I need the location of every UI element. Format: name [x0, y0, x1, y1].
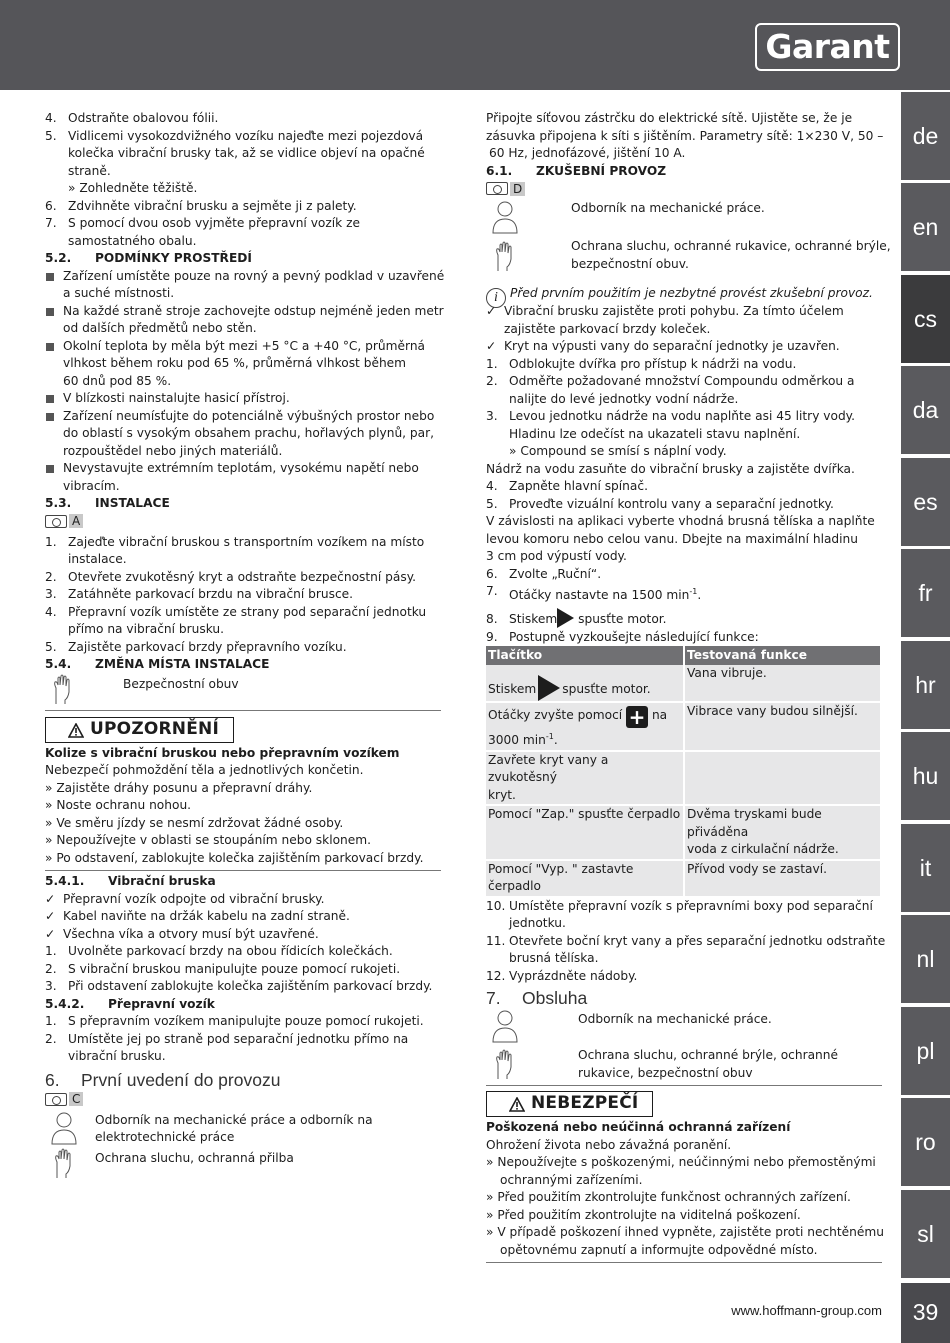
- list-item: 3. Zatáhněte parkovací brzdu na vibrační brusce.: [45, 587, 354, 601]
- section-heading: 6.1. ZKUŠEBNÍ PROVOZ: [486, 163, 667, 178]
- play-icon: [557, 608, 574, 628]
- checklist-item: ✓ Vibrační brusku zajistěte proti pohybu. Za tímto účelem: [486, 304, 844, 318]
- ppe-row: Bezpečnostní obuv: [45, 674, 441, 706]
- list-item: 3. Při odstavení zablokujte kolečka zajištěním parkovací brzdy.: [45, 979, 433, 993]
- lang-tab-pl[interactable]: pl: [901, 1007, 950, 1095]
- left-column: 4. Odstraňte obalovou fólii. 5. Vidlicemi vysokozdvižného vozíku najeďte mezi pojezdová kolečka vibrační brusky tak, až se vidlice objeví na opačné straně. » Zohledněte těžiště. 6. Zdvihněte vibrační brusku a sejměte ji z palety. 7. S pomocí dvou osob vyjměte přepravní vozík ze samostatného obalu. 5.2. PODMÍNKY PROSTŘEDÍ Zařízení umístěte pouze na rovný a pevný podklad v uzavřené a suché místnosti. Na každé straně stroje zachovejte odstup nejméně jeden metr od dalších předmětů nebo stěn. Okolní teplota by měla být mezi +5 °C a +40 °C, průměrná vlhkost během roku pod 65 %, průměrná vlhkost během 60 dnů pod 85 %. V blízkosti nainstalujte hasicí přístroj. Zařízení neumísťujte do potenciálně výbušných prostor nebo do oblastí s vysokým obsahem prachu, hořlavých plynů, par, rozpouštědel nebo jiných materiálů. Nevystavujte extrémním teplotám, vysokému napětí nebo vibracím. 5.3. INSTALACE A 1. Zajeďte vibrační bruskou s transportním vozíkem na místo instalace. 2. Otevřete zvukotěsný kryt a odstraňte bezpečnostní pásy. 3. Zatáhněte parkovací brzdu na vibrační brusce. 4. Přepravní vozík umístěte ze strany pod separační jednotku přímo na vibrační brusku. 5. Zajistěte parkovací brzdy přepravního vozíku. 5.4. ZMĚNA MÍSTA INSTALACE Bezpečnostní obuv UPOZORNĚNÍ Kolize s vibrační bruskou nebo přepravním vozíkem Nebezpečí pohmoždění těla a jednotlivých končetin. » Zajistěte dráhy posunu a přepravní dráhy. » Noste ochranu nohou. » Ve směru jízdy se nesmí zdržovat žádné osoby. » Nepoužívejte v oblasti se stoupáním nebo sklonem. » Po odstavení, zablokujte kolečka zajištěním parkovací brzdy. 5.4.1. Vibrační bruska ✓ Přepravní vozík odpojte od vibrační brusky. ✓ Kabel naviňte na držák kabelu na zadní straně. ✓ Všechna víka a otvory musí být uzavřené. 1. Uvolněte parkovací brzdy na obou řídicích kolečkách. 2. S vibrační bruskou manipulujte pouze pomocí rukojeti. 3. Při odstavení zablokujte kolečka zajištěním parkovací brzdy. 5.4.2. Přepravní vozík 1. S přepravním vozíkem manipulujte pouze pomocí rukojeti. 2. Umístěte jej po straně pod separační jednotku přímo na vibrační brusku. 6. První uvedení do provozu C Odborník na mechanické práce a odborník na elektrotechnické práce Ochrana sluchu, ochranná přilba: [45, 110, 441, 1178]
- page-number: 39: [901, 1283, 950, 1343]
- list-item: 5. Proveďte vizuální kontrolu vany a separační jednotky.: [486, 496, 834, 511]
- table-row: Otáčky zvyšte pomocí + na 3000 $\min^{-1}$. Vibrace vany budou silnější.: [486, 702, 881, 751]
- list-item: 6. Zdvihněte vibrační brusku a sejměte ji z palety.: [45, 198, 357, 213]
- plus-icon: +: [626, 706, 648, 728]
- warning-triangle-icon: [68, 723, 84, 738]
- list-item: 5. Vidlicemi vysokozdvižného vozíku najeďte mezi pojezdová: [45, 128, 424, 143]
- list-item: 1. Odblokujte dvířka pro přístup k nádrži na vodu.: [486, 356, 797, 371]
- list-item: 2. Umístěte jej po straně pod separační jednotku přímo na: [45, 1031, 409, 1046]
- list-item: 3. Levou jednotku nádrže na vodu naplňte asi 45 litry vody.: [486, 409, 856, 423]
- list-item: 1. Zajeďte vibrační bruskou s transportním vozíkem na místo: [45, 534, 425, 549]
- list-item: Zařízení umístěte pouze na rovný a pevný podklad v uzavřené: [45, 268, 441, 286]
- image-ref: A: [45, 513, 441, 534]
- divider: [486, 1262, 882, 1263]
- glove-icon: [51, 674, 75, 706]
- checklist-item: ✓ Všechna víka a otvory musí být uzavřené.: [45, 926, 319, 941]
- camera-icon: [486, 182, 508, 195]
- lang-tab-hu[interactable]: hu: [901, 732, 950, 820]
- lang-tab-hr[interactable]: hr: [901, 641, 950, 729]
- right-column: Připojte síťovou zástrčku do elektrické sítě. Ujistěte se, že je zásuvka připojena k síti s jištěním. Parametry sítě: 1×230 V, 50 – 60 Hz, jednofázové, jištění 10 A. 6.1. ZKUŠEBNÍ PROVOZ D Odborník na mechanické práce. Ochrana sluchu, ochranné rukavice, ochranné brýle, bezpečnostní obuv. i Před prvním použitím je nezbytné provést zkušební provoz. ✓ Vibrační brusku zajistěte proti pohybu. Za tímto účelem zajistěte parkovací brzdy koleček. ✓ Kryt na výpusti vany do separační jednotky je uzavřen. 1. Odblokujte dvířka pro přístup k nádrži na vodu. 2. Odměřte požadované množství Compoundu odměrkou a nalijte do levé jednotky vodní nádrže. 3. Levou jednotku nádrže na vodu naplňte asi 45 litry vody. Hladinu lze odečíst na ukazateli stavu naplnění. » Compound se smísí s náplní vody. Nádrž na vodu zasuňte do vibrační brusky a zajistěte dvířka. 4. Zapněte hlavní spínač. 5. Proveďte vizuální kontrolu vany a separační jednotky. V závislosti na aplikaci vyberte vhodná brusná tělíska a naplňte levou komoru nebo celou vanu. Dbejte na maximální hladinu 3 cm pod výpustí vody. 6. Zvolte „Ruční“. 7. Otáčky nastavte na 1500 $\min^{-1}$. 8. Stiskem spusťte motor. 9. Postupně vyzkoušejte následující funkce: Tlačítko Testovaná funkce Stiskem spusťte motor. Vana vibruje. Otáčky zvyšte pomocí + na 3000 $\min^{-1}$. Vibrace vany budou silnější. Zavřete kryt vany a zvukotěsný kryt. Pomocí "Zap." spusťte čerpadlo Dvěma tryskami bude přiváděna voda z cirkulační nádrže. Pomocí "Vyp. " zastavte čerpadlo Přívod vody se zastaví. 10. Umístěte přepravní vozík s přepravními boxy pod separační jednotku. 11. Otevřete boční kryt vany a přes separační jednotku odstraňte brusná tělíska. 12. Vyprázdněte nádoby. 7. Obsluha Odborník na mechanické práce. Ochrana sluchu, ochranné brýle, ochranné rukavice, bezpečnostní obuv NEBEZPEČÍ Poškozená nebo neúčinná ochranná zařízení Ohrožení života nebo závažná poranění. » Nepoužívejte s poškozenými, neúčinnými nebo přemostěnými ochrannými zařízeními. » Před použitím zkontrolujte funkčnost ochranných zařízení. » Před použitím zkontrolujte na viditelná poškození. » V případě poškození ihned vypněte, zajistěte proti nechtěnému opětovnému zapnutí a informujte odpovědné místo.: [486, 110, 882, 1263]
- lang-tab-it[interactable]: it: [901, 824, 950, 912]
- lang-tab-da[interactable]: da: [901, 366, 950, 454]
- lang-tab-fr[interactable]: fr: [901, 549, 950, 637]
- lang-tab-es[interactable]: es: [901, 458, 950, 546]
- ppe-row: Ochrana sluchu, ochranné brýle, ochranné rukavice, bezpečnostní obuv: [486, 1047, 882, 1083]
- table-row: Pomocí "Zap." spusťte čerpadlo Dvěma tryskami bude přiváděna voda z cirkulační nádrže.: [486, 805, 881, 860]
- table-row: Pomocí "Vyp. " zastavte čerpadlo Přívod vody se zastaví.: [486, 860, 881, 897]
- lang-tab-cs[interactable]: cs: [901, 275, 950, 363]
- glove-icon: [493, 241, 517, 273]
- checklist-item: ✓ Kabel naviňte na držák kabelu na zadní straně.: [45, 909, 350, 923]
- section-heading: 5.4. ZMĚNA MÍSTA INSTALACE: [45, 657, 270, 671]
- list-item: 5. Zajistěte parkovací brzdy přepravního vozíku.: [45, 639, 347, 654]
- person-icon: [491, 200, 519, 234]
- list-item: Okolní teplota by měla být mezi +5 °C a +40 °C, průměrná: [45, 338, 441, 356]
- info-icon: i: [486, 288, 506, 308]
- list-item: 6. Zvolte „Ruční“.: [486, 566, 602, 581]
- person-icon: [491, 1009, 519, 1043]
- chapter-heading: 7. Obsluha: [486, 988, 588, 1009]
- page-header: [0, 0, 950, 90]
- list-item: Zařízení neumísťujte do potenciálně výbušných prostor nebo: [45, 408, 441, 426]
- list-item: 7. Otáčky nastavte na 1500 $\min^{-1}$.: [486, 584, 702, 603]
- lang-tab-nl[interactable]: nl: [901, 915, 950, 1003]
- divider: [45, 870, 441, 871]
- danger-badge: NEBEZPEČÍ: [486, 1091, 653, 1117]
- function-test-table: [486, 646, 882, 898]
- camera-icon: [45, 1093, 67, 1106]
- footer-url[interactable]: www.hoffmann-group.com: [731, 1303, 882, 1318]
- table-header: Tlačítko: [486, 646, 684, 665]
- list-item: 1. S přepravním vozíkem manipulujte pouze pomocí rukojeti.: [45, 1014, 424, 1028]
- table-row: Zavřete kryt vany a zvukotěsný kryt.: [486, 751, 881, 806]
- table-row: Stiskem spusťte motor. Vana vibruje.: [486, 665, 881, 702]
- lang-tab-ro[interactable]: ro: [901, 1098, 950, 1186]
- ppe-row: Odborník na mechanické práce.: [486, 200, 882, 238]
- glove-icon: [52, 1148, 76, 1180]
- section-heading: 5.4.1. Vibrační bruska: [45, 874, 216, 888]
- list-item: V blízkosti nainstalujte hasicí přístroj.: [45, 390, 441, 408]
- ppe-row: Ochrana sluchu, ochranné rukavice, ochranné brýle, bezpečnostní obuv.: [486, 238, 882, 282]
- list-item: 1. Uvolněte parkovací brzdy na obou řídicích kolečkách.: [45, 944, 393, 958]
- brand-logo: Garant: [755, 23, 900, 71]
- section-heading: 5.2. PODMÍNKY PROSTŘEDÍ: [45, 251, 252, 265]
- warning-triangle-icon: [509, 1097, 525, 1112]
- table-header: Testovaná funkce: [684, 646, 881, 665]
- image-ref: C: [45, 1091, 441, 1111]
- list-item: 7. S pomocí dvou osob vyjměte přepravní vozík ze: [45, 216, 360, 230]
- info-note: i Před prvním použitím je nezbytné provést zkušební provoz.: [486, 282, 882, 303]
- ppe-row: Odborník na mechanické práce.: [486, 1009, 882, 1047]
- camera-icon: [45, 515, 67, 528]
- checklist-item: ✓ Kryt na výpusti vany do separační jednotky je uzavřen.: [486, 339, 840, 353]
- list-item: 12. Vyprázdněte nádoby.: [486, 968, 638, 983]
- list-item: 11. Otevřete boční kryt vany a přes separační jednotku odstraňte: [486, 933, 886, 948]
- glove-icon: [493, 1049, 517, 1081]
- lang-tab-en[interactable]: en: [901, 183, 950, 271]
- list-item: 10. Umístěte přepravní vozík s přepravními boxy pod separační: [486, 898, 873, 913]
- image-ref: D: [486, 180, 882, 200]
- list-item: 4. Přepravní vozík umístěte ze strany pod separační jednotku: [45, 604, 427, 619]
- play-icon: [538, 675, 560, 701]
- ppe-row: Odborník na mechanické práce a odborník na elektrotechnické práce: [45, 1111, 441, 1148]
- list-item: 8. Stiskem spusťte motor.: [486, 605, 882, 629]
- lang-tab-sl[interactable]: sl: [901, 1190, 950, 1278]
- section-heading: 5.4.2. Přepravní vozík: [45, 996, 215, 1011]
- warning-badge: UPOZORNĚNÍ: [45, 717, 234, 743]
- checklist-item: ✓ Přepravní vozík odpojte od vibrační brusky.: [45, 891, 325, 906]
- list-item: 2. Odměřte požadované množství Compoundu odměrkou a: [486, 374, 855, 388]
- list-item: 2. Otevřete zvukotěsný kryt a odstraňte bezpečnostní pásy.: [45, 569, 417, 584]
- list-item: 2. S vibrační bruskou manipulujte pouze pomocí rukojeti.: [45, 961, 401, 976]
- list-item: 4. Odstraňte obalovou fólii.: [45, 111, 219, 125]
- list-item: Nevystavujte extrémním teplotám, vysokému napětí nebo: [45, 460, 441, 478]
- chapter-heading: 6. První uvedení do provozu: [45, 1069, 281, 1090]
- ppe-row: Ochrana sluchu, ochranná přilba: [45, 1148, 441, 1178]
- section-heading: 5.3. INSTALACE: [45, 496, 170, 510]
- list-item: Na každé straně stroje zachovejte odstup nejméně jeden metr: [45, 303, 441, 321]
- lang-tab-de[interactable]: de: [901, 92, 950, 180]
- list-item: 4. Zapněte hlavní spínač.: [486, 479, 648, 493]
- person-icon: [50, 1111, 78, 1145]
- list-item: 9. Postupně vyzkoušejte následující funkce:: [486, 629, 759, 644]
